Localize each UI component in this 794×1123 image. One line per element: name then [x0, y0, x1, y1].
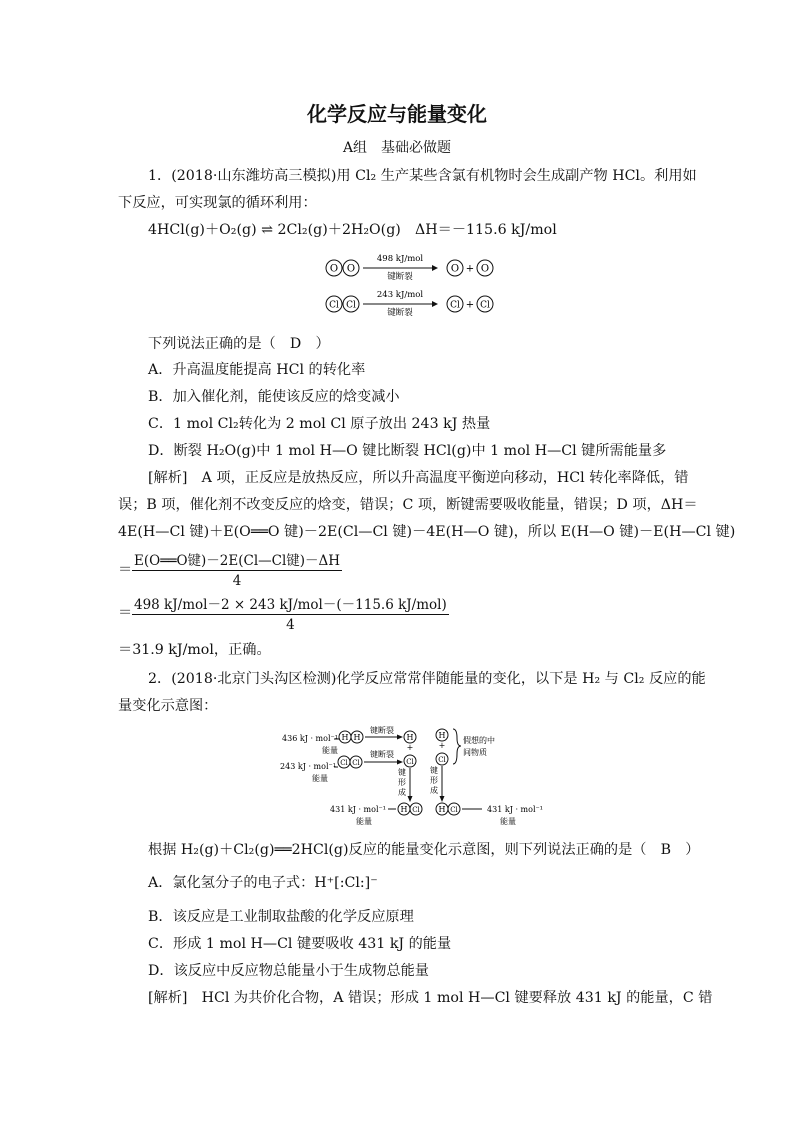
- fraction-1: [132, 549, 342, 589]
- o-atom-label: O: [480, 263, 490, 275]
- h-atom-label: H: [341, 733, 349, 742]
- cl-atom-label: Cl: [340, 759, 348, 767]
- energy-label: 243 kJ/mol: [376, 290, 424, 300]
- q1-explanation-line3: 4E(H—Cl 键)＋E(O══O 键)－2E(Cl—Cl 键)－4E(H—O 键)，所以 E(H—O 键)－E(H—Cl 键): [118, 524, 736, 540]
- q1-stem-line1: 1．(2018·山东潍坊高三模拟)用 Cl₂ 生产某些含氯有机物时会生成副产物 HCl。利用如: [148, 168, 697, 184]
- cl-atom-label: Cl: [406, 758, 414, 766]
- cl-atom-label: Cl: [329, 300, 339, 311]
- bond-form-label: 键: [398, 768, 406, 777]
- cl-atom-label: Cl: [412, 806, 420, 814]
- q1-option-a: A．升高温度能提高 HCl 的转化率: [148, 362, 366, 378]
- cl-atom-label: Cl: [450, 806, 458, 814]
- energy-value-436: 436 kJ · mol⁻¹: [282, 734, 338, 743]
- h-atom-label: H: [438, 731, 446, 740]
- q1-explanation-line1: [解析] A 项，正反应是放热反应，所以升高温度平衡逆向移动，HCl 转化率降低，错: [148, 470, 689, 486]
- fraction-2-numerator: 498 kJ/mol－2 × 243 kJ/mol－(－115.6 kJ/mol): [132, 593, 449, 615]
- arrow-head: [432, 301, 438, 307]
- brace: [453, 729, 461, 764]
- q2-option-c: C．形成 1 mol H—Cl 键要吸收 431 kJ 的能量: [148, 936, 452, 952]
- h-atom-label: H: [353, 733, 361, 742]
- bond-form-label: 成: [430, 786, 438, 795]
- equals-sign: ＝: [118, 562, 133, 578]
- fraction-2: [132, 593, 449, 633]
- q1-explanation-line2: 误；B 项，催化剂不改变反应的焓变，错误；C 项，断键需要吸收能量，错误；D 项，ΔH＝: [118, 497, 698, 513]
- bond-break-label: 键断裂: [387, 272, 413, 282]
- plus-sign: +: [465, 263, 475, 275]
- q1-question: 下列说法正确的是（ D ）: [148, 336, 330, 352]
- cl-atom-label: Cl: [450, 300, 460, 311]
- o-atom-label: O: [450, 263, 460, 275]
- equals-sign: ＝: [118, 605, 133, 621]
- arrow-head: [397, 735, 403, 740]
- plus-sign: +: [438, 741, 446, 750]
- q2-question: 根据 H₂(g)＋Cl₂(g)══2HCl(g)反应的能量变化示意图，则下列说法正确的是（ B ）: [148, 842, 700, 858]
- o-atom-label: O: [329, 263, 339, 275]
- energy-value-243: 243 kJ · mol⁻¹: [280, 762, 336, 771]
- q1-result: ＝31.9 kJ/mol，正确。: [118, 642, 271, 658]
- arrow-head: [397, 760, 403, 765]
- energy-label: 498 kJ/mol: [376, 254, 424, 264]
- cl-atom-label: Cl: [352, 759, 360, 767]
- q2-stem-line2: 量变化示意图：: [118, 698, 218, 714]
- section-heading: A组 基础必做题: [342, 140, 452, 156]
- bond-form-label: 成: [398, 788, 406, 797]
- bond-break-label: 键断裂: [387, 308, 413, 318]
- q2-option-d: D．该反应中反应物总能量小于生成物总能量: [148, 963, 429, 979]
- energy-word: 能量: [500, 817, 516, 826]
- q1-equation: 4HCl(g)＋O₂(g) ⇌ 2Cl₂(g)＋2H₂O(g) ΔH＝－115.6 kJ/mol: [148, 222, 557, 238]
- q2-energy-diagram: [276, 724, 552, 828]
- h-atom-label: H: [400, 805, 408, 814]
- energy-value-431-left: 431 kJ · mol⁻¹: [330, 805, 386, 814]
- hypothetical-label: 假想的中: [463, 736, 495, 745]
- cl-atom-label: Cl: [438, 756, 446, 764]
- q2-stem-line1: 2．(2018·北京门头沟区检测)化学反应常常伴随能量的变化，以下是 H₂ 与 Cl₂ 反应的能: [148, 671, 706, 687]
- q2-explanation-line1: [解析] HCl 为共价化合物，A 错误；形成 1 mol H—Cl 键要释放 431 kJ 的能量，C 错: [148, 990, 713, 1006]
- cl-atom-label: Cl: [346, 300, 356, 311]
- q1-bond-diagram: [320, 252, 510, 320]
- page-title: 化学反应与能量变化: [307, 102, 487, 126]
- h-atom-label: H: [406, 733, 414, 742]
- q1-option-c: C．1 mol Cl₂转化为 2 mol Cl 原子放出 243 kJ 热量: [148, 416, 491, 432]
- q1-option-d: D．断裂 H₂O(g)中 1 mol H—O 键比断裂 HCl(g)中 1 mol H—Cl 键所需能量多: [148, 443, 667, 459]
- energy-word: 能量: [322, 746, 338, 755]
- cl-atom-label: Cl: [480, 300, 490, 311]
- fraction-1-denominator: 4: [232, 573, 242, 589]
- bond-form-label: 形: [430, 776, 438, 785]
- arrow-head: [432, 265, 438, 271]
- q2-option-a: A．氯化氢分子的电子式：H⁺[:Cl:]⁻: [148, 875, 378, 891]
- h-atom-label: H: [438, 805, 446, 814]
- energy-value-431-right: 431 kJ · mol⁻¹: [487, 805, 543, 814]
- plus-sign: +: [406, 743, 414, 752]
- bond-break-label: 键断裂: [370, 726, 394, 735]
- bond-form-label: 键: [430, 766, 438, 775]
- q1-stem-line2: 下反应，可实现氯的循环利用：: [118, 195, 317, 211]
- arrow-head: [440, 796, 445, 802]
- q2-option-b: B．该反应是工业制取盐酸的化学反应原理: [148, 909, 414, 925]
- fraction-1-numerator: E(O══O键)－2E(Cl—Cl键)－ΔH: [132, 549, 342, 571]
- bond-form-label: 形: [398, 778, 406, 787]
- fraction-2-denominator: 4: [286, 617, 295, 633]
- plus-sign: +: [465, 299, 475, 311]
- hypothetical-label: 间物质: [463, 748, 487, 757]
- o-atom-label: O: [346, 263, 356, 275]
- q1-option-b: B．加入催化剂，能使该反应的焓变减小: [148, 389, 400, 405]
- energy-word: 能量: [312, 774, 328, 783]
- arrow-head: [408, 796, 413, 802]
- bond-break-label: 键断裂: [370, 750, 394, 759]
- energy-word: 能量: [356, 817, 372, 826]
